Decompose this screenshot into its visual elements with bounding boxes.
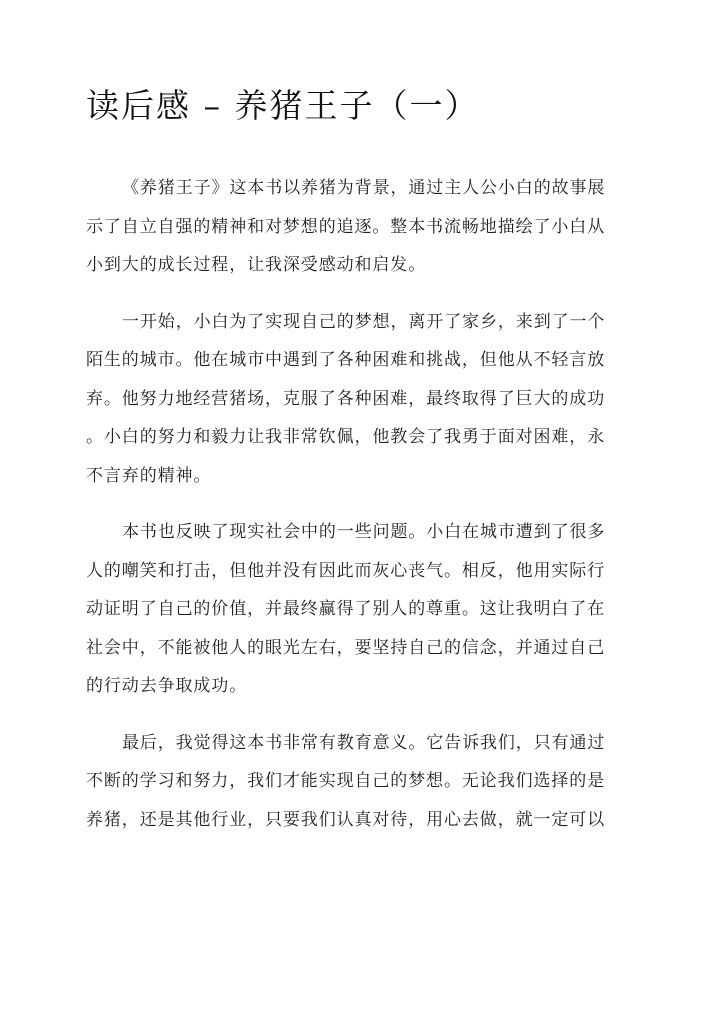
page-title: 读后感 – 养猪王子（一） (86, 86, 480, 125)
paragraph-line: 不言弃的精神。 (86, 465, 212, 486)
paragraph-line: 弃。他努力地经营猪场，克服了各种困难，最终取得了巨大的成功 (86, 388, 606, 409)
paragraph-line: 示了自立自强的精神和对梦想的追逐。整本书流畅地描绘了小白从 (86, 216, 606, 237)
paragraph-line: 一开始，小白为了实现自己的梦想，离开了家乡，来到了一个 (122, 311, 606, 332)
paragraph-line: 《养猪王子》这本书以养猪为背景，通过主人公小白的故事展 (122, 178, 606, 198)
paragraph-3 (86, 513, 636, 706)
paragraph-line: 养猪，还是其他行业，只要我们认真对待，用心去做，就一定可以 (86, 809, 606, 830)
paragraph-line: 的行动去争取成功。 (86, 676, 248, 696)
paragraph-4 (86, 724, 636, 840)
paragraph-line: 本书也反映了现实社会中的一些问题。小白在城市遭到了很多 (122, 522, 606, 542)
paragraph-line: 社会中，不能被他人的眼光左右，要坚持自己的信念，并通过自己 (86, 637, 606, 658)
paragraph-line: 。小白的努力和毅力让我非常钦佩，他教会了我勇于面对困难，永 (86, 427, 606, 447)
paragraph-line: 最后，我觉得这本书非常有教育意义。它告诉我们，只有通过 (122, 732, 606, 753)
paragraph-line: 不断的学习和努力，我们才能实现自己的梦想。无论我们选择的是 (86, 771, 606, 791)
document-body (86, 169, 636, 857)
paragraph-line: 人的嘲笑和打击，但他并没有因此而灰心丧气。相反，他用实际行 (86, 560, 606, 581)
paragraph-line: 陌生的城市。他在城市中遇到了各种困难和挑战，但他从不轻言放 (86, 350, 606, 370)
paragraph-line: 小到大的成长过程，让我深受感动和启发。 (86, 255, 427, 275)
paragraph-2 (86, 303, 636, 496)
paragraph-1 (86, 169, 636, 285)
paragraph-line: 动证明了自己的价值，并最终赢得了别人的尊重。这让我明白了在 (86, 599, 606, 619)
